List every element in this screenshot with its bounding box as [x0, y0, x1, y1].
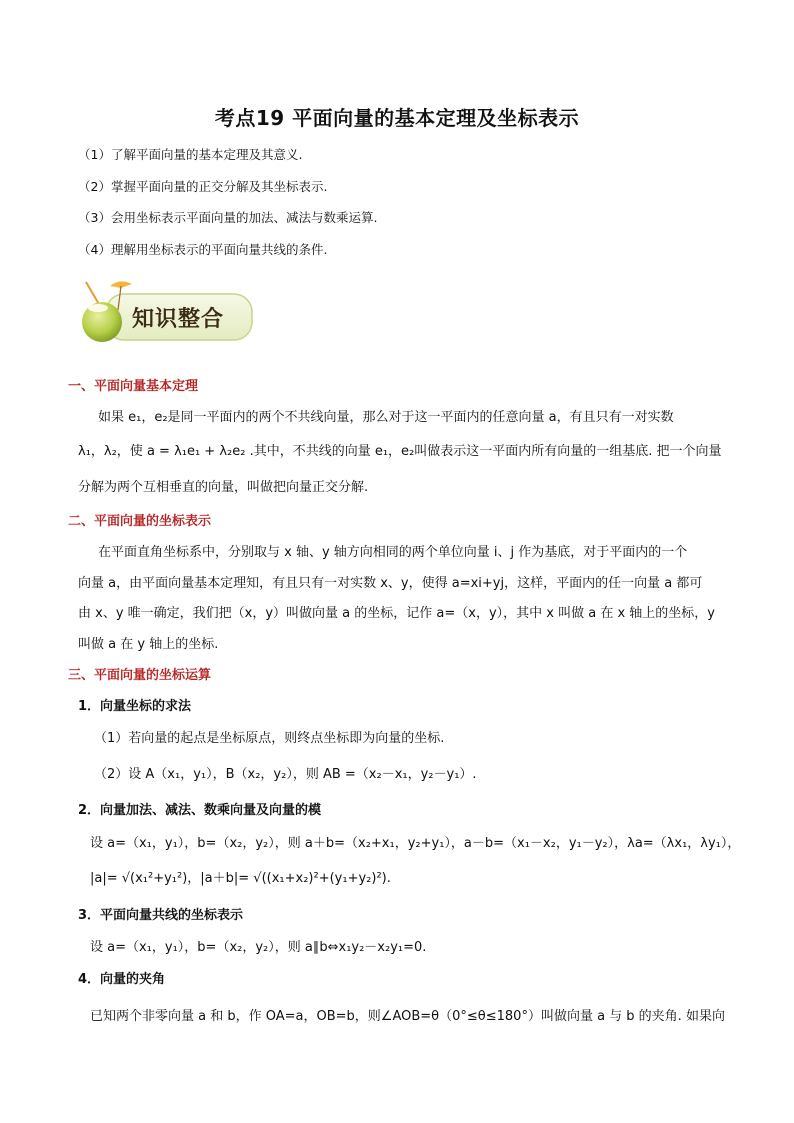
paragraph-line: 已知两个非零向量 a 和 b，作 OA=a，OB=b，则∠AOB=θ（0°≤θ≤180°）叫做向量 a 与 b 的夹角. 如果向 [90, 1009, 725, 1024]
banner-label: 知识整合 [132, 307, 225, 332]
paragraph-line: 由 x、y 唯一确定，我们把（x，y）叫做向量 a 的坐标，记作 a=（x，y），其中 x 叫做 a 在 x 轴上的坐标，y [78, 606, 715, 621]
page-title: 考点19 平面向量的基本定理及坐标表示 [214, 106, 580, 130]
requirement-item: （2）掌握平面向量的正交分解及其坐标表示. [78, 179, 328, 194]
section-heading: 三、平面向量的坐标运算 [68, 668, 212, 683]
section-heading: 一、平面向量基本定理 [68, 379, 199, 394]
requirement-item: （1）了解平面向量的基本定理及其意义. [78, 147, 303, 162]
paragraph-line: 设 a=（x₁，y₁），b=（x₂，y₂），则 a∥b⇔x₁y₂－x₂y₁=0. [90, 940, 427, 955]
paragraph-line: （1）若向量的起点是坐标原点，则终点坐标即为向量的坐标. [94, 731, 445, 746]
subsection-heading: 4．向量的夹角 [78, 972, 166, 987]
paragraph-line: 向量 a，由平面向量基本定理知，有且只有一对实数 x、y，使得 a=xi+yj，这样，平面内的任一向量 a 都可 [78, 576, 703, 591]
paragraph-line: 如果 e₁，e₂是同一平面内的两个不共线向量，那么对于这一平面内的任意向量 a，有且只有一对实数 [98, 410, 674, 425]
subsection-heading: 1．向量坐标的求法 [78, 699, 192, 714]
knowledge-banner [76, 276, 256, 346]
section-heading: 二、平面向量的坐标表示 [68, 514, 212, 529]
requirement-item: （4）理解用坐标表示的平面向量共线的条件. [78, 242, 328, 257]
paragraph-line: 在平面直角坐标系中，分别取与 x 轴、y 轴方向相同的两个单位向量 i、j 作为基底，对于平面内的一个 [98, 545, 688, 560]
subsection-heading: 3．平面向量共线的坐标表示 [78, 908, 244, 923]
subsection-heading: 2．向量加法、减法、数乘向量及向量的模 [78, 803, 322, 818]
paragraph-line: 叫做 a 在 y 轴上的坐标. [78, 637, 219, 652]
paragraph-line: （2）设 A（x₁，y₁），B（x₂，y₂），则 AB =（x₂－x₁，y₂－y₁）. [94, 767, 477, 782]
paragraph-line: 设 a=（x₁，y₁），b=（x₂，y₂），则 a＋b=（x₂+x₁，y₂+y₁），a－b=（x₁－x₂，y₁－y₂），λa=（λx₁，λy₁）， [90, 836, 741, 851]
paragraph-line: |a|= √(x₁²+y₁²)，|a＋b|= √((x₁+x₂)²+(y₁+y₂)²). [90, 871, 391, 886]
paragraph-line: λ₁，λ₂，使 a = λ₁e₁ + λ₂e₂ .其中，不共线的向量 e₁，e₂叫做表示这一平面内所有向量的一组基底. 把一个向量 [78, 444, 722, 459]
requirement-item: （3）会用坐标表示平面向量的加法、减法与数乘运算. [78, 210, 378, 225]
paragraph-line: 分解为两个互相垂直的向量，叫做把向量正交分解. [78, 480, 369, 495]
